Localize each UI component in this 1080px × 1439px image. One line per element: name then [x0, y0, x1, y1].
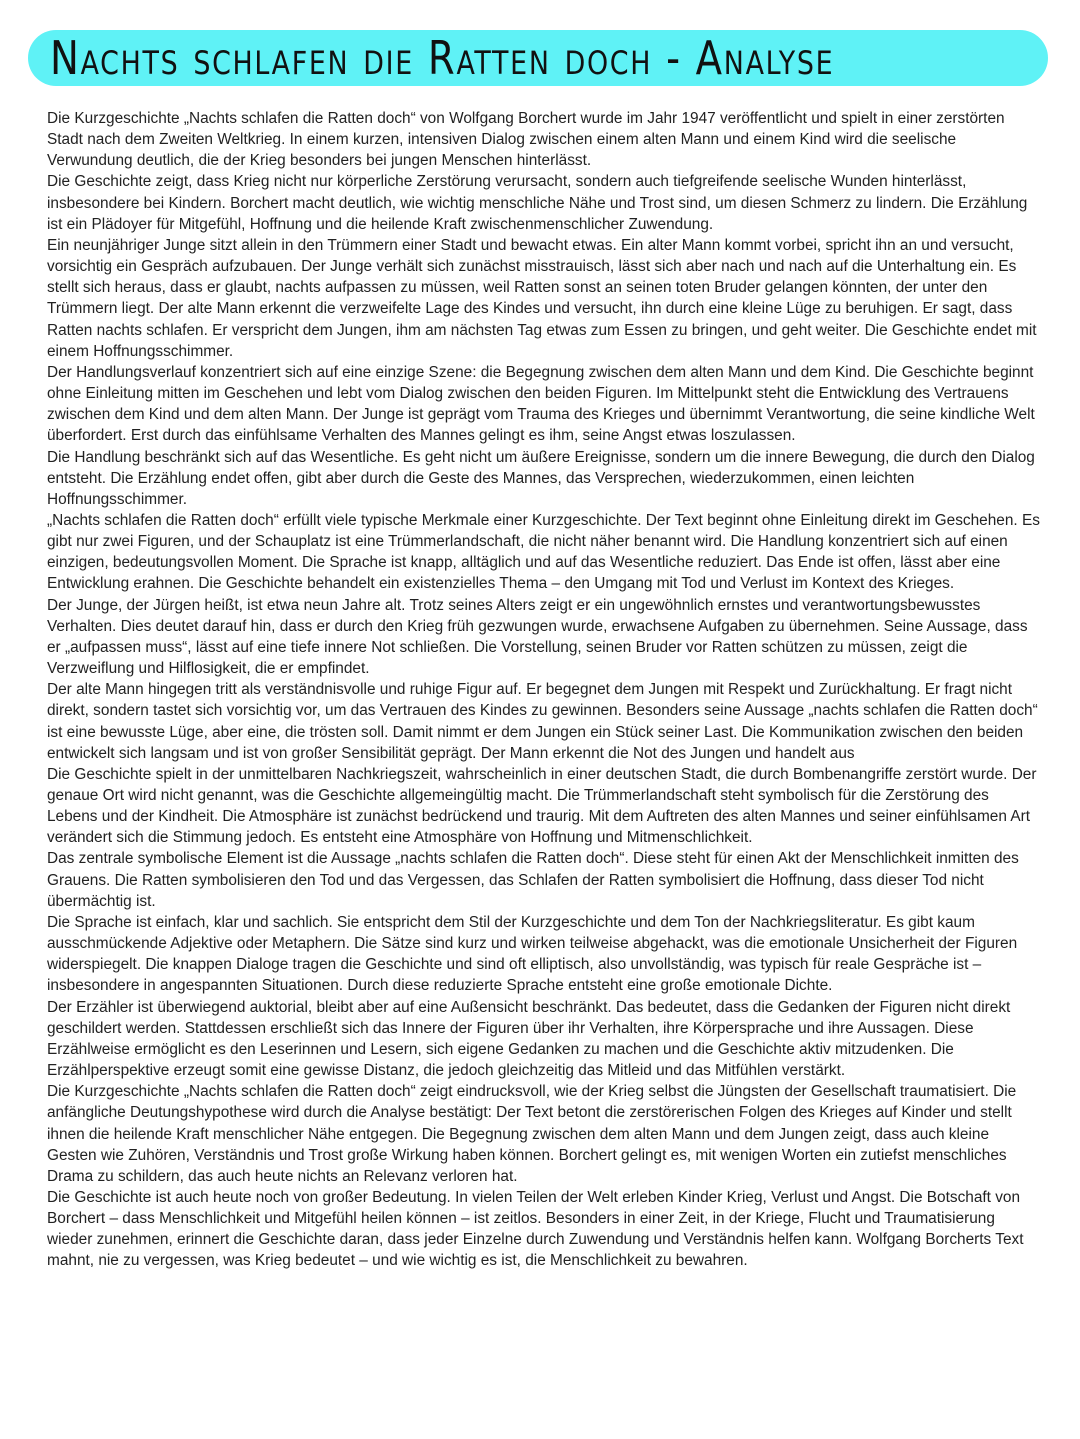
paragraph-summary: Ein neunjähriger Junge sitzt allein in den Trümmern einer Stadt und bewacht etwas. Ein alter Mann kommt vorbei, spricht ihn an und versucht, vorsichtig ein Gespräch aufzubauen. Der Junge verhält sich zunächst misstrauisch, lässt sich aber nach und nach auf die Unterhaltung ein. Es stellt sich heraus, dass er glaubt, nachts aufpassen zu müssen, weil Ratten sonst an seinen toten Bruder gelangen könnten, der unter den Trümmern liegt. Der alte Mann erkennt die verzweifelte Lage des Kindes und versucht, ihn durch eine kleine Lüge zu beruhigen. Er sagt, dass Ratten nachts schlafen. Er verspricht dem Jungen, ihm am nächsten Tag etwas zum Essen zu bringen, und geht weiter. Die Geschichte endet mit einem Hoffnungsschimmer.	[47, 236, 1037, 360]
paragraph-setting: Die Geschichte spielt in der unmittelbaren Nachkriegszeit, wahrscheinlich in einer deutschen Stadt, die durch Bombenangriffe zerstört wurde. Der genaue Ort wird nicht genannt, was die Geschichte allgemeingültig macht. Die Trümmerlandschaft steht symbolisch für die Zerstörung des Lebens und der Kindheit. Die Atmosphäre ist zunächst bedrückend und traurig. Mit dem Auftreten des alten Mannes und seiner einfühlsamen Art verändert sich die Stimmung jedoch. Es entsteht eine Atmosphäre von Hoffnung und Mitmenschlichkeit.	[47, 765, 1037, 847]
paragraph-plot-focus: Die Handlung beschränkt sich auf das Wesentliche. Es geht nicht um äußere Ereignisse, sondern um die innere Bewegung, die durch den Dialog entsteht. Die Erzählung endet offen, gibt aber durch die Geste des Mannes, das Versprechen, wiederzukommen, einen leichten Hoffnungsschimmer.	[47, 448, 1035, 508]
paragraph-thesis: Die Geschichte zeigt, dass Krieg nicht nur körperliche Zerstörung verursacht, sondern auch tiefgreifende seelische Wunden hinterlässt, insbesondere bei Kindern. Borchert macht deutlich, wie wichtig menschliche Nähe und Trost sind, um diesen Schmerz zu lindern. Die Erzählung ist ein Plädoyer für Mitgefühl, Hoffnung und die heilende Kraft zwischenmenschlicher Zuwendung.	[47, 173, 1028, 233]
page-title: Nachts schlafen die Ratten doch - Analyse	[50, 31, 835, 85]
paragraph-conclusion: Die Kurzgeschichte „Nachts schlafen die Ratten doch“ zeigt eindrucksvoll, wie der Krieg selbst die Jüngsten der Gesellschaft traumatisiert. Die anfängliche Deutungshypothese wird durch die Analyse bestätigt: Der Text betont die zerstörerischen Folgen des Krieges auf Kinder und stellt ihnen die heilende Kraft menschlicher Nähe entgegen. Die Begegnung zwischen dem alten Mann und dem Jungen zeigt, dass auch kleine Gesten wie Zuhören, Verständnis und Trost große Wirkung haben können. Borchert gelingt es, mit wenigen Worten ein zutiefst menschliches Drama zu schildern, das auch heute nichts an Relevanz verloren hat.	[47, 1083, 1017, 1185]
paragraph-plot-structure: Der Handlungsverlauf konzentriert sich auf eine einzige Szene: die Begegnung zwischen dem alten Mann und dem Kind. Die Geschichte beginnt ohne Einleitung mitten im Geschehen und lebt vom Dialog zwischen den beiden Figuren. Im Mittelpunkt steht die Entwicklung des Vertrauens zwischen dem Kind und dem alten Mann. Der Junge ist geprägt vom Trauma des Krieges und übernimmt Verantwortung, die seine kindliche Welt überfordert. Erst durch das einfühlsame Verhalten des Mannes gelingt es ihm, seine Angst etwas loszulassen.	[47, 363, 1035, 445]
paragraph-short-story-features: „Nachts schlafen die Ratten doch“ erfüllt viele typische Merkmale einer Kurzgeschichte. Der Text beginnt ohne Einleitung direkt im Geschehen. Es gibt nur zwei Figuren, und der Schauplatz ist eine Trümmerlandschaft, die nicht näher benannt wird. Die Handlung konzentriert sich auf einen einzigen, bedeutungsvollen Moment. Die Sprache ist knapp, alltäglich und auf das Wesentliche reduziert. Das Ende ist offen, lässt aber eine Entwicklung erahnen. Die Geschichte behandelt ein existenzielles Thema – den Umgang mit Tod und Verlust im Kontext des Krieges.	[47, 511, 1040, 593]
paragraph-character-old-man: Der alte Mann hingegen tritt als verständnisvolle und ruhige Figur auf. Er begegnet dem Jungen mit Respekt und Zurückhaltung. Er fragt nicht direkt, sondern tastet sich vorsichtig vor, um das Vertrauen des Kindes zu gewinnen. Besonders seine Aussage „nachts schlafen die Ratten doch“ ist eine bewusste Lüge, aber eine, die trösten soll. Damit nimmt er dem Jungen ein Stück seiner Last. Die Kommunikation zwischen den beiden entwickelt sich langsam und ist von großer Sensibilität geprägt. Der Mann erkennt die Not des Jungen und handelt aus	[47, 681, 1038, 762]
paragraph-narrator: Der Erzähler ist überwiegend auktorial, bleibt aber auf eine Außensicht beschränkt. Das bedeutet, dass die Gedanken der Figuren nicht direkt geschildert werden. Stattdessen erschließt sich das Innere der Figuren über ihr Verhalten, ihre Körpersprache und ihre Aussagen. Diese Erzählweise ermöglicht es den Leserinnen und Lesern, sich eigene Gedanken zu machen und die Geschichte aktiv mitzudenken. Die Erzählperspektive erzeugt somit eine gewisse Distanz, die jedoch gleichzeitig das Mitleid und das Mitfühlen verstärkt.	[47, 998, 1011, 1080]
paragraph-introduction: Die Kurzgeschichte „Nachts schlafen die Ratten doch“ von Wolfgang Borchert wurde im Jahr 1947 veröffentlicht und spielt in einer zerstörten Stadt nach dem Zweiten Weltkrieg. In einem kurzen, intensiven Dialog zwischen einem alten Mann und einem Kind wird die seelische Verwundung deutlich, die der Krieg besonders bei jungen Menschen hinterlässt.	[47, 110, 1005, 170]
paragraph-relevance: Die Geschichte ist auch heute noch von großer Bedeutung. In vielen Teilen der Welt erleben Kinder Krieg, Verlust und Angst. Die Botschaft von Borchert – dass Menschlichkeit und Mitgefühl heilen können – ist zeitlos. Besonders in einer Zeit, in der Kriege, Flucht und Traumatisierung wieder zunehmen, erinnert die Geschichte daran, dass jeder Einzelne durch Zuwendung und Verständnis helfen kann. Wolfgang Borcherts Text mahnt, nie zu vergessen, was Krieg bedeutet – und wie wichtig es ist, die Menschlichkeit zu bewahren.	[47, 1188, 1024, 1270]
analysis-body	[47, 108, 1041, 1272]
paragraph-symbolism: Das zentrale symbolische Element ist die Aussage „nachts schlafen die Ratten doch“. Diese steht für einen Akt der Menschlichkeit inmitten des Grauens. Die Ratten symbolisieren den Tod und das Vergessen, das Schlafen der Ratten symbolisiert die Hoffnung, dass dieser Tod nicht übermächtig ist.	[47, 850, 1019, 910]
paragraph-language: Die Sprache ist einfach, klar und sachlich. Sie entspricht dem Stil der Kurzgeschichte und dem Ton der Nachkriegsliteratur. Es gibt kaum ausschmückende Adjektive oder Metaphern. Die Sätze sind kurz und wirken teilweise abgehackt, was die emotionale Unsicherheit der Figuren widerspiegelt. Die knappen Dialoge tragen die Geschichte und sind oft elliptisch, also unvollständig, was typisch für reale Gespräche ist – insbesondere in angespannten Situationen. Durch diese reduzierte Sprache entsteht eine große emotionale Dichte.	[47, 913, 1018, 995]
title-banner	[28, 30, 1048, 86]
paragraph-character-boy: Der Junge, der Jürgen heißt, ist etwa neun Jahre alt. Trotz seines Alters zeigt er ein ungewöhnlich ernstes und verantwortungsbewusstes Verhalten. Dies deutet darauf hin, dass er durch den Krieg früh gezwungen wurde, erwachsene Aufgaben zu übernehmen. Seine Aussage, dass er „aufpassen muss“, lässt auf eine tiefe innere Not schließen. Die Vorstellung, seinen Bruder vor Ratten schützen zu müssen, zeigt die Verzweiflung und Hilflosigkeit, die er empfindet.	[47, 596, 1028, 678]
